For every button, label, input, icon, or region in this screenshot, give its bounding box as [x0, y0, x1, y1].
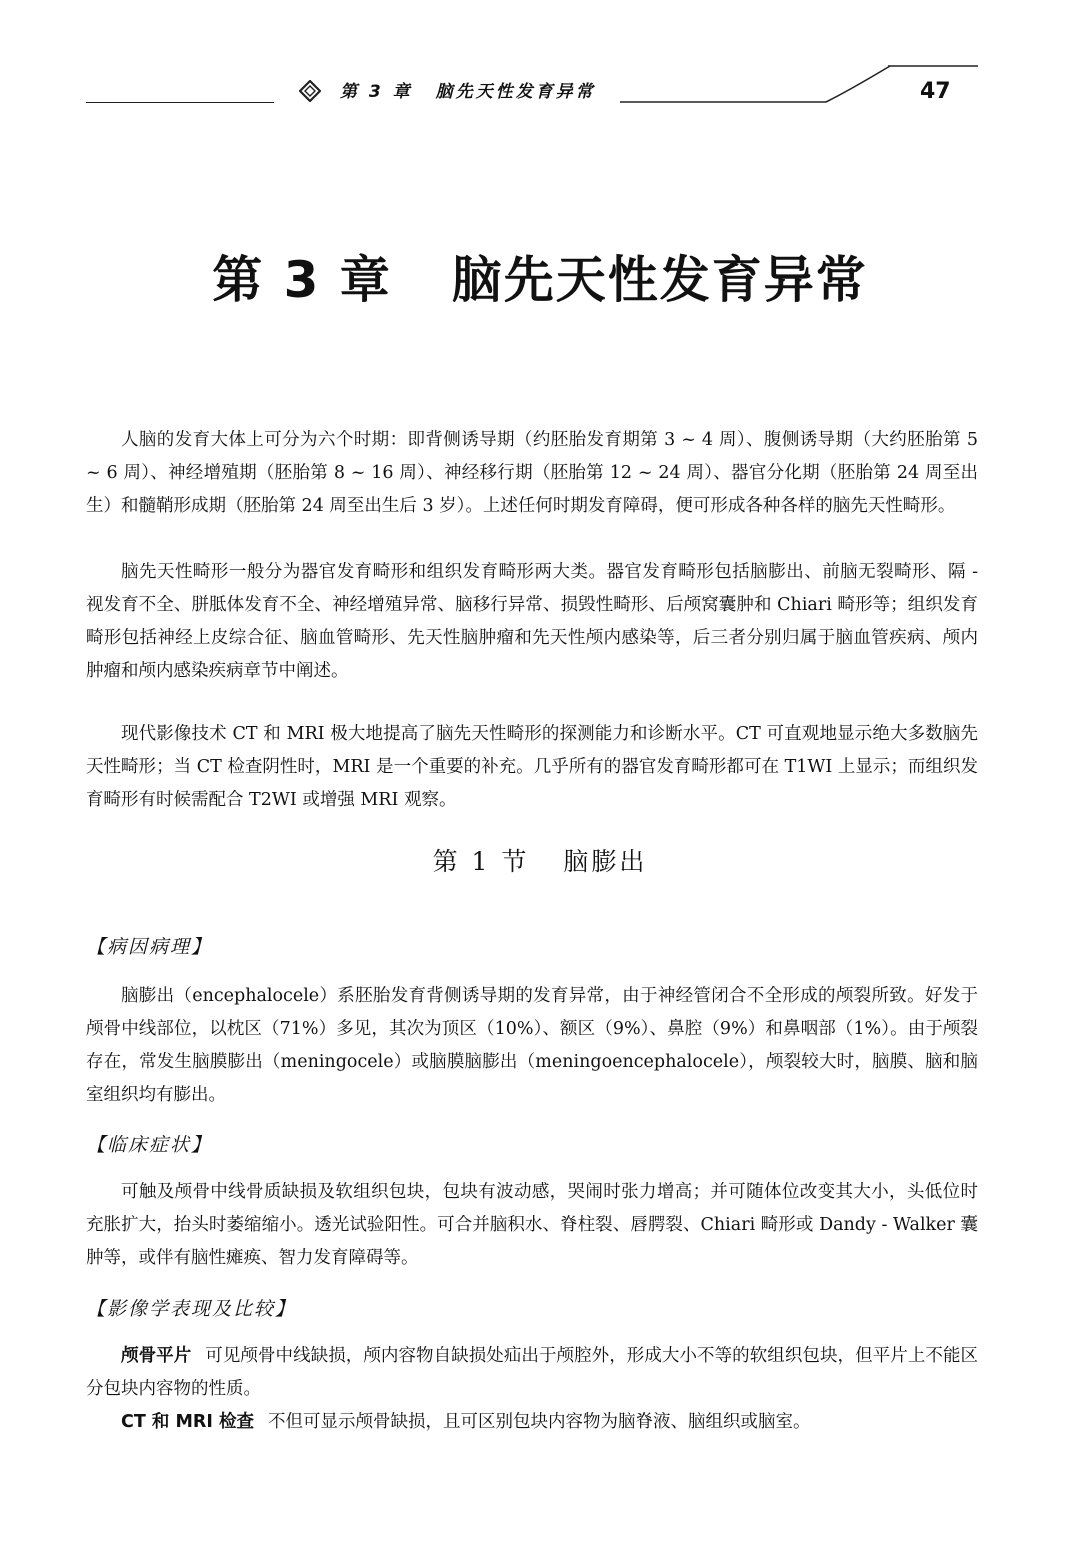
section-title: [0, 842, 1080, 878]
diamond-ornament-icon: [299, 80, 321, 102]
ct-mri-text: 不但可显示颅骨缺损，且可区别包块内容物为脑脊液、脑组织或脑室。: [267, 1412, 811, 1432]
header-rule-left: [86, 102, 274, 103]
chapter-number: 第 3 章: [212, 251, 392, 309]
xray-text: 可见颅骨中线缺损，颅内容物自缺损处疝出于颅腔外，形成大小不等的软组织包块，但平片上不能区分包块内容物的性质。: [86, 1346, 979, 1399]
intro-paragraph-1: 人脑的发育大体上可分为六个时期：即背侧诱导期（约胚胎发育期第 3 ~ 4 周）、腹侧诱导期（大约胚胎第 5 ~ 6 周）、神经增殖期（胚胎第 8 ~ 16 周）、神经移行期（胚胎第 12 ~ 24 周）、器官分化期（胚胎第 24 周至出生）和髓鞘形成期（胚胎第 24 周至出生后 3 岁）。上述任何时期发育障碍，便可形成各种各样的脑先天性畸形。: [86, 430, 978, 516]
running-header: [340, 77, 610, 102]
etiology-paragraph: 脑膨出（encephalocele）系胚胎发育背侧诱导期的发育异常，由于神经管闭合不全形成的颅裂所致。好发于颅骨中线部位，以枕区（71%）多见，其次为顶区（10%）、额区（9%）、鼻腔（9%）和鼻咽部（1%）。由于颅裂存在，常发生脑膜膨出（meningocele）或脑膜脑膨出（meningoencephalocele），颅裂较大时，脑膜、脑和脑室组织均有膨出。: [86, 986, 978, 1105]
chapter-name: 脑先天性发育异常: [451, 251, 868, 309]
section-number: 第 1 节: [432, 847, 530, 876]
intro-paragraph-3: 现代影像技术 CT 和 MRI 极大地提高了脑先天性畸形的探测能力和诊断水平。CT 可直观地显示绝大多数脑先天性畸形；当 CT 检查阴性时，MRI 是一个重要的补充。几乎所有的器官发育畸形都可在 T1WI 上显示；而组织发育畸形有时候需配合 T2WI 或增强 MRI 观察。: [86, 724, 978, 810]
chapter-title: [0, 240, 1080, 312]
clinical-paragraph: 可触及颅骨中线骨质缺损及软组织包块，包块有波动感，哭闹时张力增高；并可随体位改变其大小，头低位时充胀扩大，抬头时萎缩缩小。透光试验阳性。可合并脑积水、脊柱裂、唇腭裂、Chiari 畸形或 Dandy - Walker 囊肿等，或伴有脑性瘫痪、智力发育障碍等。: [86, 1182, 978, 1268]
running-header-title: 脑先天性发育异常: [435, 82, 596, 102]
xray-label: 颅骨平片: [121, 1346, 192, 1366]
page-number: 47: [920, 79, 951, 104]
ct-mri-label: CT 和 MRI 检查: [121, 1412, 254, 1432]
ct-mri-paragraph: [86, 1406, 978, 1439]
imaging-heading: 【影像学表现及比较】: [86, 1298, 297, 1320]
header-rule-swoosh: [0, 0, 1080, 130]
section-name: 脑膨出: [563, 847, 648, 876]
intro-paragraph-2: 脑先天性畸形一般分为器官发育畸形和组织发育畸形两大类。器官发育畸形包括脑膨出、前脑无裂畸形、隔 - 视发育不全、胼胝体发育不全、神经增殖异常、脑移行异常、损毁性畸形、后颅窝囊肿和 Chiari 畸形等；组织发育畸形包括神经上皮综合征、脑血管畸形、先天性脑肿瘤和先天性颅内感染等，后三者分别归属于脑血管疾病、颅内肿瘤和颅内感染疾病章节中阐述。: [86, 562, 978, 681]
etiology-heading: 【病因病理】: [86, 936, 213, 958]
clinical-heading: 【临床症状】: [86, 1134, 213, 1156]
xray-paragraph: [86, 1340, 978, 1406]
running-header-chapter: 第 3 章: [340, 82, 413, 102]
